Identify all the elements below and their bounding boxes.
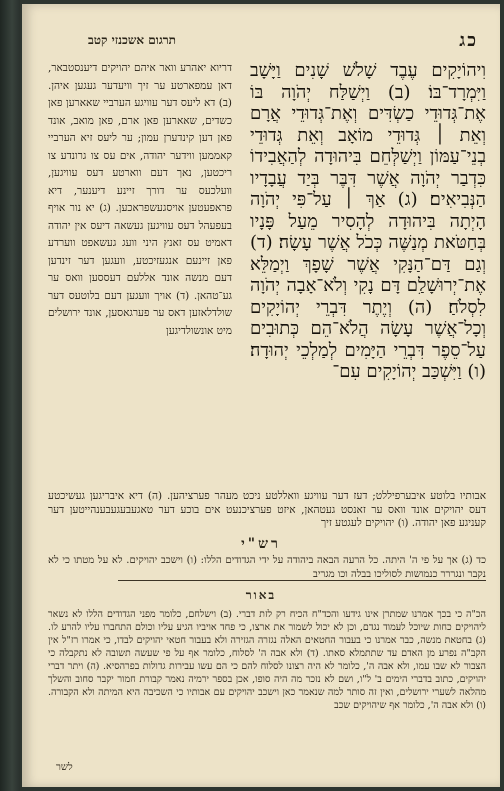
translation-continuation: אבותיו בלוטע איבערפיללט; דעז דער עוויגע וואללטע ניכט מעהר פערציהען. (ה) דיא איבריגען געשיכטע דעס יהויקים אונד וואס ער זאנסט געטהאן, איזט פערציכנעט אים בוכע דער טאגעבעגעבענהייטען דער קעניגע פאן יהודה. (ו) יהויקים לעגטע זיך	[48, 490, 486, 529]
book-binding-edge	[0, 0, 20, 791]
section-divider	[118, 580, 486, 581]
judeo-german-translation: דריוא יאהרע וואר איהם יהויקים דיענסטבאר, דאן עמפארטע ער זיך וויעדער געגען איהן. (ב) דא ליעס דער עוויגע הערביי שאארען פאן כשדים, שאארען פאן ארם, פאן מואב, אונד פאן דען קינדערן עמון; ער ליעס זיא הערביי קאממען ווידער יהודה, אים עס צו גרונדע צו ריכטען, נאך דעם ווארטע דעס עוויגען, וועלכעס ער דורך זיינע דיענער, דיא פראפעטען אויסגעשפראכען. (ג) יא נור אויף בעפעהל דעס עוויגען געשאה דיעס אין יהודה דאמיט עס זאנץ היני וועג געשאפט ווערדע פאן זיינעם אנגעזיכטע, וועגען דער זינדען דעם מנשה אונד אללעם דעססען וואס ער גע־טהאן. (ד) אויך וועגען דעם בלוטעס דער שולדלאזען דאס ער פערגאסען, אונד ירושלים מיט אונשולדיגען	[48, 62, 232, 337]
biur-heading: באור	[245, 588, 277, 602]
translation-header: תרגום אשכנזי קטב	[88, 33, 177, 47]
biur-commentary: הכ"ה כי בכך אמרנו שמתרן אינו גידעו והכד"ח הכיח רק לזת דברי. (ב) וישלחם, כלומר מפני הגדודים הללו לא נשאר ליהויקים כחות שיוכל לעמוד נגדם, וכן לא יכול לשמור את ארצו, כי פחד אויביו הגיע עליו וכולם התחברו עליו להרע לו. (ג) בחטאת מנשה, כבר אמרנו כי בעבור החטאים האלה נגזרה הגזירה ולא בעבור חטאי יהויקים לבדו, כי אמרו רז"ל אין הקב"ה נפרע מן האדם עד שתתמלא סאתו. (ד) ולא אבה ה' לסלוח, כלומר אף על פי שעשה תשובה לא נתקבלה כי הצבור לא שבו עמו, ולא אבה ה', כלומר לא היה רצונו לסלוח להם כי הם עשו עבירות גדולות בפרהסיא. (ה) ויתר דברי יהויקים, כתוב בדברי הימים ב' ל"ו, ושם לא נזכר מה היה סופו, אכן בספר ירמיה נאמר קבורת חמור יקבר סחוב והשלך מהלאה לשערי ירושלים, ואין זה סותר למה שנאמר כאן וישכב יהויקים עם אבותיו כי השכיבה היא המיתה ולא הקבורה. (ו) ולא אבה ה', כלומר אף שיהויקים שכב	[48, 609, 486, 711]
catchword: לשר	[56, 762, 73, 773]
page-number-title: כג	[459, 30, 478, 51]
rashi-heading: רש"י	[241, 536, 281, 552]
page-header	[48, 28, 486, 58]
main-hebrew-text: וִיהוֹיָקִים עֶבֶד שָׁלֹשׁ שָׁנִים וַיָּשָׁב וַיִּמְרָד־בּוֹ׃ (ב) וַיְשַׁלַּח יְהֹוָה בּוֹ אֶת־גְּדוּדֵי כַשְׂדִּים וְאֶת־גְּדוּדֵי אֲרָם וְאֵת ׀ גְּדוּדֵי מוֹאָב וְאֵת גְּדוּדֵי בְנֵי־עַמּוֹן וַיְשַׁלְּחֵם בִּיהוּדָה לְהַאֲבִידוֹ כִּדְבַר יְהֹוָה אֲשֶׁר דִּבֶּר בְּיַד עֲבָדָיו הַנְּבִיאִים׃ (ג) אַךְ ׀ עַל־פִּי יְהֹוָה הָיְתָה בִּיהוּדָה לְהָסִיר מֵעַל פָּנָיו בְּחַטֹּאת מְנַשֶּׁה כְּכֹל אֲשֶׁר עָשָׂה׃ (ד) וְגַם דַּם־הַנָּקִי אֲשֶׁר שָׁפָךְ וַיְמַלֵּא אֶת־יְרוּשָׁלַ͏ִם דָּם נָקִי וְלֹא־אָבָה יְהֹוָה לִסְלֹחַ׃ (ה) וְיֶתֶר דִּבְרֵי יְהוֹיָקִים וְכָל־אֲשֶׁר עָשָׂה הֲלֹא־הֵם כְּתוּבִים עַל־סֵפֶר דִּבְרֵי הַיָּמִים לְמַלְכֵי יְהוּדָה׃ (ו) וַיִּשְׁכַּב יְהוֹיָקִים עִם־	[250, 60, 486, 382]
rashi-commentary: כד (ג) אך על פי ה' היתה. כל הרעה הבאה ביהודה על ידי הגדודים הללו: (ו) וישכב יהויקים. לא על מטתו כי לא נקבר ונגררר כנמושות לסוליכו בבלה וכו מגריב	[48, 555, 486, 580]
book-page	[22, 4, 500, 787]
